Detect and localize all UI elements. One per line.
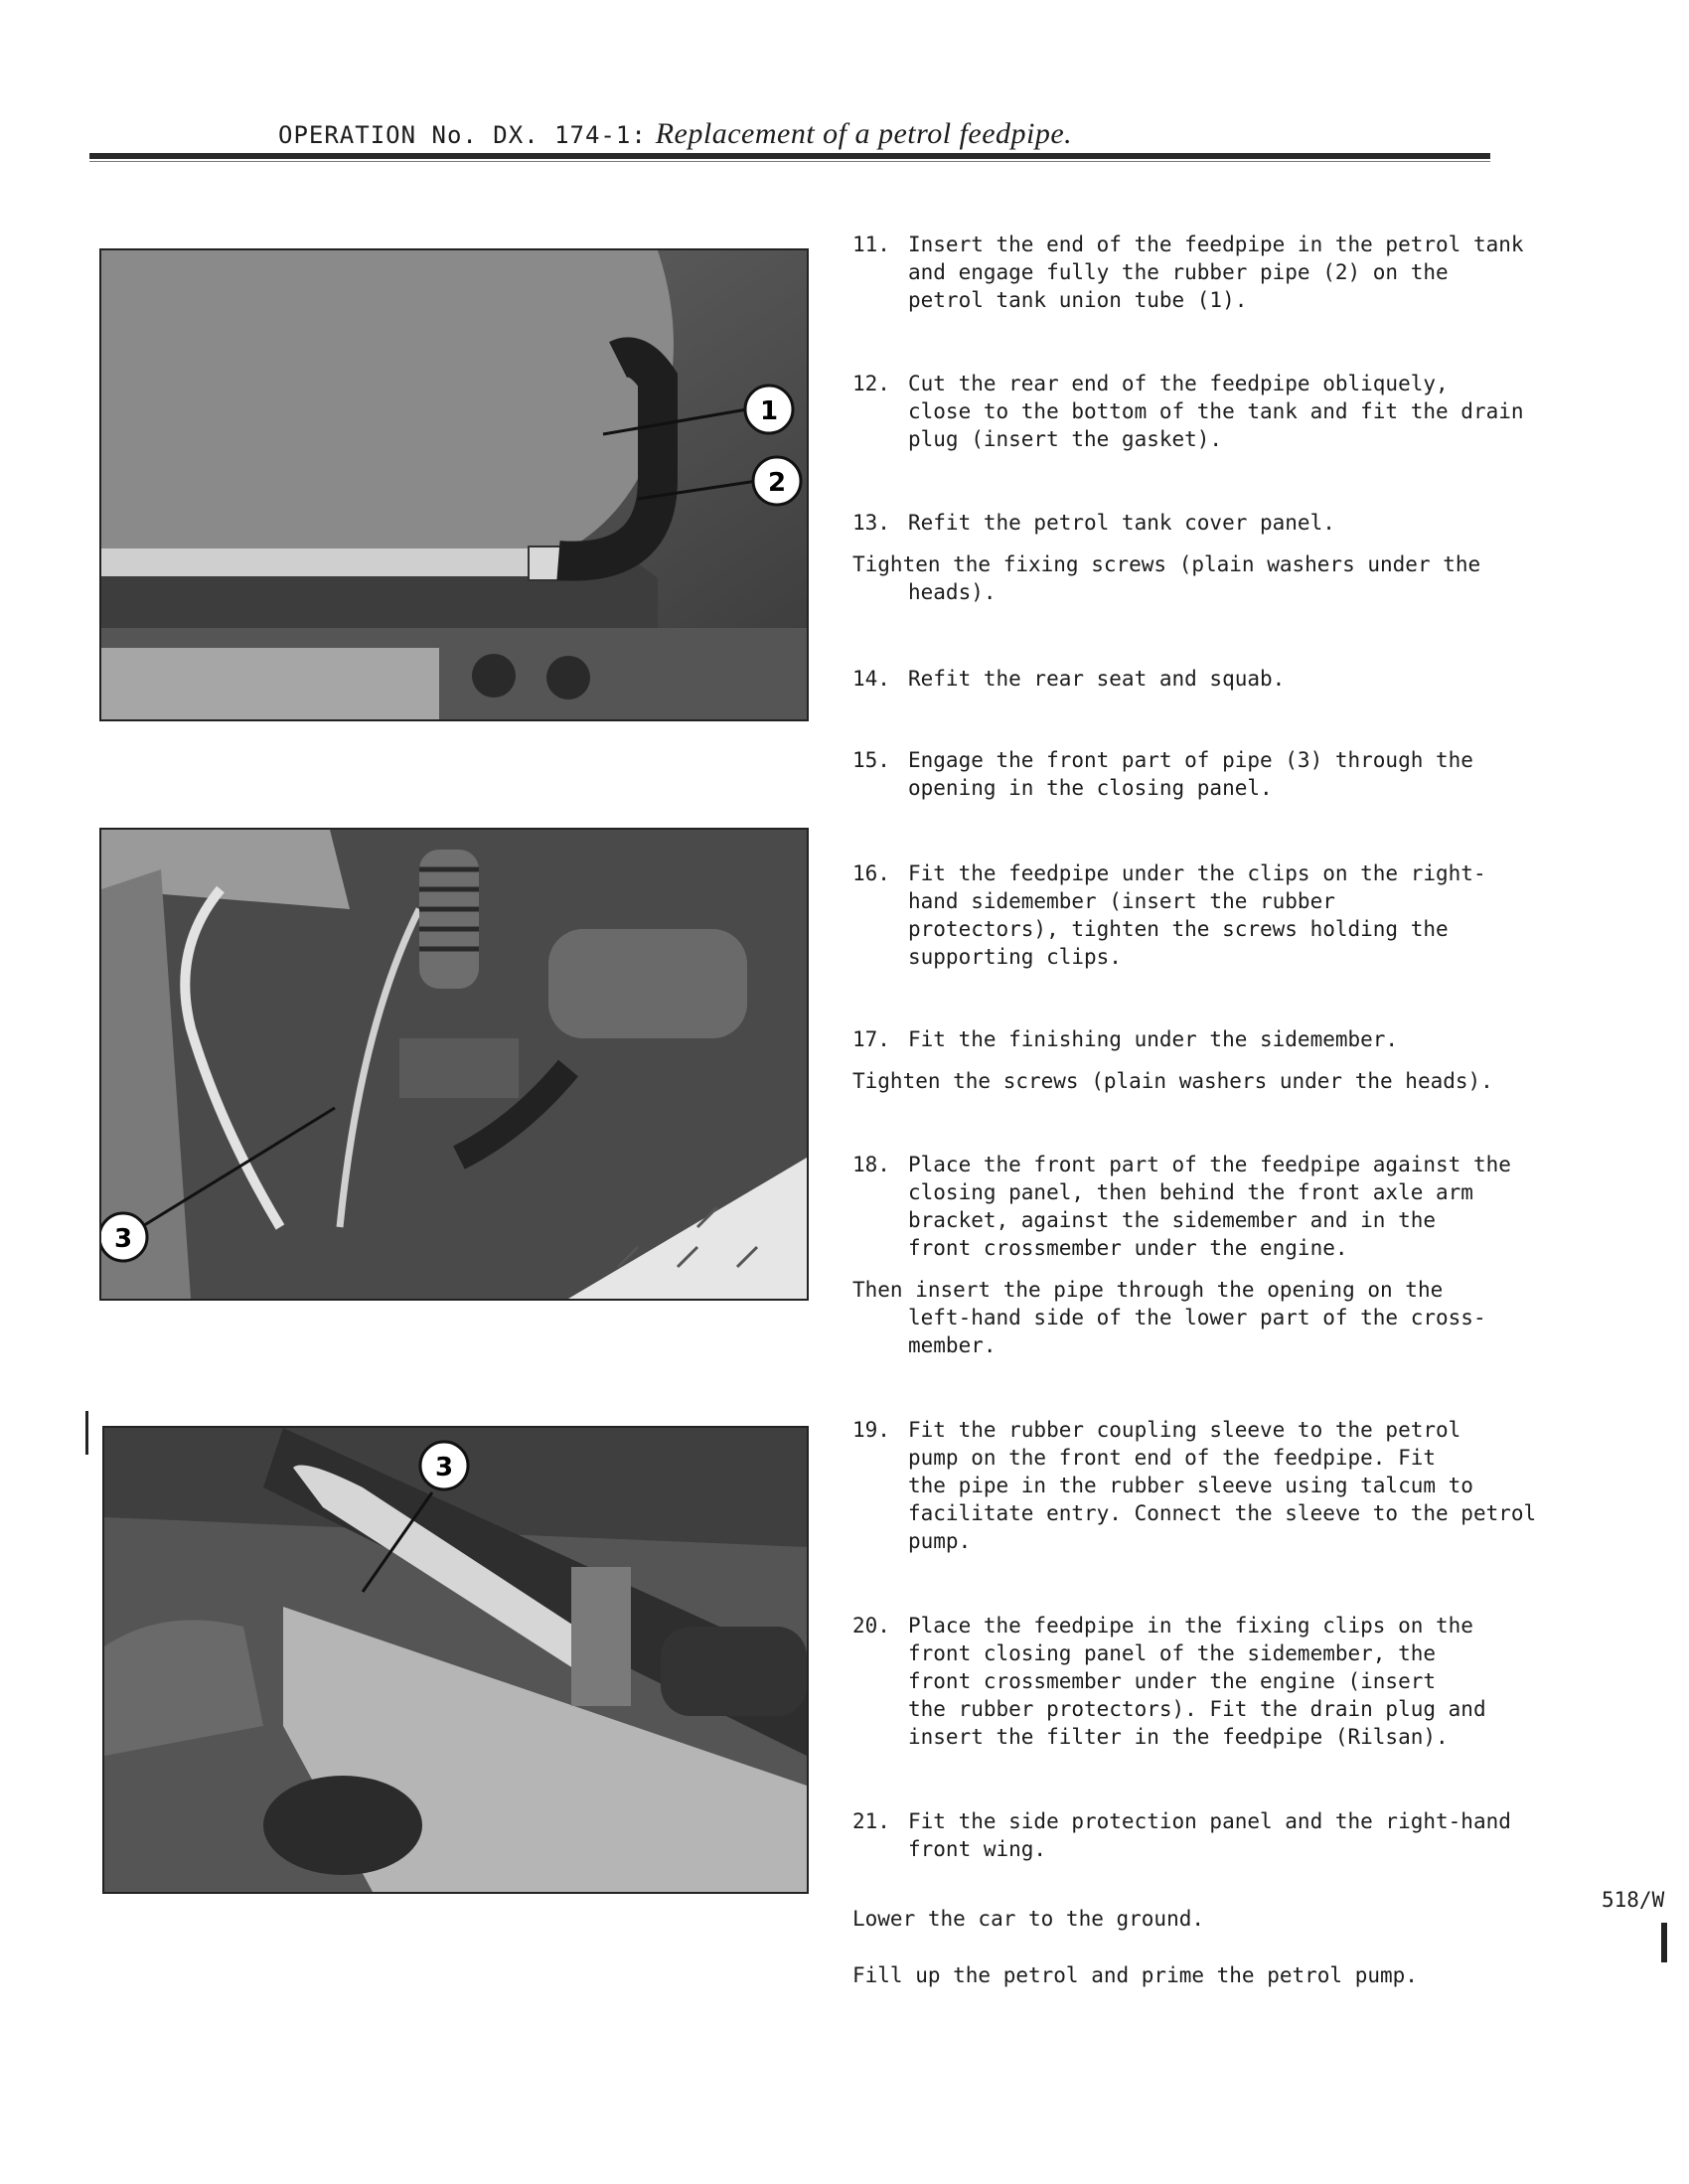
- step-text: Refit the rear seat and squab.: [908, 667, 1286, 691]
- step-number: 19.: [852, 1418, 890, 1442]
- note-fill-petrol: Fill up the petrol and prime the petrol pump.: [852, 1963, 1418, 1987]
- callout-2: 2: [767, 468, 787, 498]
- note-tighten-fixing-screws: Tighten the fixing screws (plain washers under the heads).: [852, 552, 1481, 604]
- margin-mark-left: [85, 1411, 88, 1455]
- step-number: 18.: [852, 1153, 890, 1176]
- step-text: Fit the feedpipe under the clips on the right- hand sidemember (insert the rubber protectors), tighten the screws holding the supporting clips.: [908, 861, 1486, 969]
- step-number: 13.: [852, 511, 890, 535]
- margin-mark: [1661, 1923, 1667, 1962]
- step-text: Fit the side protection panel and the right-hand front wing.: [908, 1809, 1511, 1861]
- step-number: 16.: [852, 861, 890, 885]
- step-text: Insert the end of the feedpipe in the petrol tank and engage fully the rubber pipe (2) on the petrol tank union tube (1).: [908, 233, 1524, 312]
- step-text: Engage the front part of pipe (3) through the opening in the closing panel.: [908, 748, 1473, 800]
- step-number: 11.: [852, 233, 890, 256]
- page-header: [278, 117, 1072, 151]
- step-text: Fit the finishing under the sidemember.: [908, 1027, 1399, 1051]
- step-19: [852, 1416, 1538, 1555]
- photo-sidemember-feedpipe: [99, 828, 809, 1301]
- step-number: 12.: [852, 372, 890, 395]
- step-14: [852, 665, 1538, 693]
- callout-1: 1: [759, 396, 779, 426]
- callout-3-upper: 3: [113, 1224, 133, 1254]
- step-text: Cut the rear end of the feedpipe obliquely, close to the bottom of the tank and fit the drain plug (insert the gasket).: [908, 372, 1524, 451]
- step-15: [852, 746, 1538, 802]
- step-number: 20.: [852, 1614, 890, 1638]
- callout-3-lower: 3: [434, 1453, 454, 1482]
- note-insert-pipe: Then insert the pipe through the opening on the left-hand side of the lower part of the cross- member.: [852, 1278, 1486, 1357]
- step-16: [852, 859, 1538, 971]
- step-12: [852, 370, 1538, 453]
- step-text: Fit the rubber coupling sleeve to the petrol pump on the front end of the feedpipe. Fit the pipe in the rubber sleeve using talcum to facilitate entry. Connect the sleeve to the petrol pump.: [908, 1418, 1537, 1553]
- header-rule: [89, 153, 1490, 159]
- step-13: [852, 509, 1538, 537]
- step-text: Refit the petrol tank cover panel.: [908, 511, 1335, 535]
- step-21: [852, 1807, 1538, 1863]
- step-text: Place the feedpipe in the fixing clips on the front closing panel of the sidemember, the front crossmember under the engine (insert the rubber protectors). Fit the drain plug and insert the filter in the feedpipe (Rilsan).: [908, 1614, 1486, 1749]
- header-rule-thin: [89, 161, 1490, 162]
- step-number: 15.: [852, 748, 890, 772]
- note-tighten-screws: Tighten the screws (plain washers under the heads).: [852, 1069, 1493, 1093]
- step-17: [852, 1025, 1538, 1053]
- page-code: 518/W: [1602, 1888, 1665, 1912]
- step-number: 17.: [852, 1027, 890, 1051]
- step-text: Place the front part of the feedpipe against the closing panel, then behind the front axle arm bracket, against the sidemember and in the front crossmember under the engine.: [908, 1153, 1511, 1260]
- step-number: 21.: [852, 1809, 890, 1833]
- step-18: [852, 1151, 1538, 1262]
- operation-title: Replacement of a petrol feedpipe.: [655, 117, 1073, 150]
- photo-front-crossmember-pump: [102, 1426, 809, 1894]
- step-11: [852, 231, 1538, 314]
- note-lower-car: Lower the car to the ground.: [852, 1907, 1205, 1931]
- step-20: [852, 1612, 1538, 1751]
- operation-number: OPERATION No. DX. 174-1:: [278, 121, 647, 149]
- step-number: 14.: [852, 667, 890, 691]
- photo-petrol-tank-union: [99, 248, 809, 721]
